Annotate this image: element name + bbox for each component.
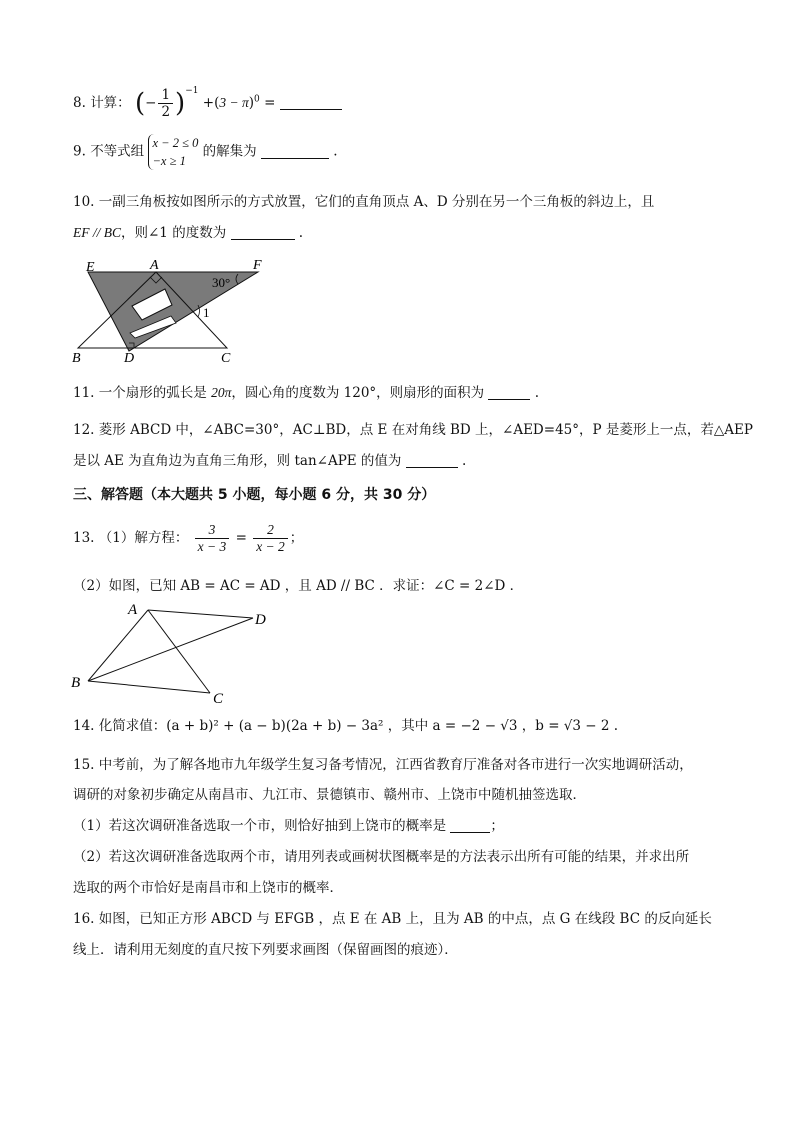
q12-number: 12. bbox=[73, 422, 95, 438]
q8-number: 8. bbox=[73, 95, 86, 111]
q14-text: 化简求值：(a + b)² + (a − b)(2a + b) − 3a² ，其中 a = −2 − √3 ，b = √3 − 2 . bbox=[98, 718, 619, 734]
q8-paren-inner: 3 − π bbox=[219, 95, 249, 110]
q8-eq: = bbox=[264, 95, 276, 111]
question-13-part1 bbox=[73, 522, 303, 555]
q9-number: 9. bbox=[73, 143, 86, 160]
segment-ac bbox=[148, 610, 210, 693]
label-d: D bbox=[124, 351, 135, 366]
question-10-line2 bbox=[73, 224, 303, 242]
q15-text4: （2）若这次调研准备选取两个市，请用列表或画树状图概率是的方法表示出所有可能的结果，并求出所 bbox=[73, 849, 690, 865]
q11-end: . bbox=[534, 385, 540, 401]
q10-number: 10. bbox=[73, 194, 95, 210]
label-e: E bbox=[86, 260, 95, 275]
label-c: C bbox=[213, 691, 224, 707]
q13-figure bbox=[68, 598, 278, 708]
question-16-line2 bbox=[73, 941, 458, 959]
q9-tail: 的解集为 bbox=[202, 143, 257, 160]
q8-frac-num: 1 bbox=[158, 87, 173, 104]
q13-eq: = bbox=[235, 530, 247, 546]
q10-text2: ，则∠1 的度数为 bbox=[121, 225, 227, 241]
label-a: A bbox=[150, 258, 159, 273]
q10-answer-blank[interactable] bbox=[231, 225, 295, 240]
label-c: C bbox=[221, 351, 231, 366]
q16-text1: 如图，已知正方形 ABCD 与 EFGB ，点 E 在 AB 上，且为 AB 的中点，点 G 在线段 BC 的反向延长 bbox=[98, 911, 712, 927]
q15-text3: （1）若这次调研准备选取一个市，则恰好抽到上饶市的概率是 bbox=[73, 818, 447, 834]
q13-f2-den: x − 2 bbox=[256, 539, 285, 554]
q9-system bbox=[148, 134, 198, 170]
q13-semicolon: ； bbox=[289, 530, 304, 546]
question-11 bbox=[73, 384, 539, 402]
q13-part1-label: （1）解方程： bbox=[98, 530, 189, 546]
q15-text1: 中考前，为了解各地市九年级学生复习备考情况，江西省教育厅准备对各市进行一次实地调研活动， bbox=[98, 757, 693, 773]
q11-text-c: ，圆心角的度数为 120°，则扇形的面积为 bbox=[231, 385, 485, 401]
q9-sys-1: x − 2 ≤ 0 bbox=[152, 136, 199, 150]
q8-fraction bbox=[158, 87, 173, 120]
question-12-line2 bbox=[73, 452, 466, 470]
q13-fraction-2 bbox=[253, 522, 288, 555]
q8-lead: 计算： bbox=[90, 95, 131, 111]
q16-text2: 线上．请利用无刻度的直尺按下列要求画图（保留画图的痕迹）． bbox=[73, 942, 458, 958]
q15-text5: 选取的两个市恰好是南昌市和上饶市的概率． bbox=[73, 880, 343, 896]
segment-ad bbox=[148, 610, 253, 618]
q8-exp1: −1 bbox=[185, 86, 199, 96]
label-b: B bbox=[72, 351, 81, 366]
label-b: B bbox=[71, 675, 81, 691]
left-paren: ( bbox=[134, 88, 146, 119]
q15-text3-end: ； bbox=[490, 818, 504, 834]
q12-end: . bbox=[462, 453, 467, 469]
q13-fraction-1 bbox=[195, 522, 230, 555]
q13-f1-num: 3 bbox=[195, 522, 230, 539]
q10-triangle-figure bbox=[70, 253, 270, 368]
q11-text-a: 一个扇形的弧长是 bbox=[98, 385, 207, 401]
question-15-line3 bbox=[73, 817, 504, 835]
paren-close: ) bbox=[248, 95, 255, 111]
q8-minus: − bbox=[145, 95, 157, 111]
q11-number: 11. bbox=[73, 385, 95, 401]
q8-plus: + bbox=[202, 95, 215, 111]
right-paren: ) bbox=[175, 88, 186, 119]
q13-f1-den: x − 3 bbox=[197, 539, 227, 554]
q12-answer-blank[interactable] bbox=[406, 453, 458, 468]
question-16-line1 bbox=[73, 910, 712, 928]
question-15-line5 bbox=[73, 879, 343, 897]
q15-text2: 调研的对象初步确定从南昌市、九江市、景德镇市、赣州市、上饶市中随机抽签选取． bbox=[73, 787, 586, 803]
q15-answer-blank[interactable] bbox=[450, 818, 490, 833]
section-3-heading: 三、解答题（本大题共 5 小题，每小题 6 分，共 30 分） bbox=[73, 487, 436, 503]
label-d: D bbox=[255, 612, 266, 628]
q8-answer-blank[interactable] bbox=[280, 95, 342, 110]
question-15-line4 bbox=[73, 848, 689, 866]
segment-ab bbox=[88, 610, 148, 681]
gray-set-square bbox=[88, 272, 258, 351]
q12-text1: 菱形 ABCD 中，∠ABC=30°，AC⊥BD，点 E 在对角线 BD 上，∠AED=45°，P 是菱形上一点，若△AEP bbox=[98, 422, 753, 438]
question-8 bbox=[73, 82, 342, 120]
question-15-line1 bbox=[73, 756, 693, 774]
question-12-line1 bbox=[73, 421, 753, 439]
segment-bd bbox=[88, 618, 253, 681]
q8-frac-den: 2 bbox=[161, 104, 171, 120]
q9-sys-2: −x ≥ 1 bbox=[152, 154, 186, 168]
question-10-line1 bbox=[73, 193, 654, 211]
q10-end: . bbox=[298, 225, 304, 241]
q12-text2: 是以 AE 为直角边为直角三角形，则 tan∠APE 的值为 bbox=[73, 453, 402, 469]
label-30-degree: 30° bbox=[212, 275, 231, 290]
label-f: F bbox=[253, 258, 262, 273]
label-angle-1: 1 bbox=[203, 305, 210, 320]
label-a: A bbox=[128, 602, 138, 618]
q16-number: 16. bbox=[73, 911, 95, 927]
q13-part2-text: （2）如图，已知 AB = AC = AD ，且 AD // BC ．求证：∠C = 2∠D ． bbox=[73, 578, 524, 594]
q13-number: 13. bbox=[73, 530, 95, 546]
q9-end: . bbox=[333, 143, 338, 160]
q14-number: 14. bbox=[73, 718, 95, 734]
segment-bc bbox=[88, 681, 210, 693]
q9-answer-blank[interactable] bbox=[261, 144, 329, 159]
q10-text1: 一副三角板按如图所示的方式放置，它们的直角顶点 A、D 分别在另一个三角板的斜边上，且 bbox=[98, 194, 655, 210]
q9-lead: 不等式组 bbox=[90, 143, 145, 160]
question-14 bbox=[73, 717, 618, 735]
q15-number: 15. bbox=[73, 757, 95, 773]
q11-answer-blank[interactable] bbox=[488, 385, 530, 400]
paren-open: ( bbox=[214, 95, 220, 111]
q11-arc-length: 20π bbox=[211, 385, 232, 400]
q10-ef-bc: EF // BC bbox=[73, 225, 121, 240]
question-15-line2 bbox=[73, 786, 586, 804]
q8-exp2: 0 bbox=[254, 94, 260, 105]
q13-f2-num: 2 bbox=[253, 522, 288, 539]
question-9 bbox=[73, 134, 338, 170]
question-13-part2 bbox=[73, 577, 523, 595]
